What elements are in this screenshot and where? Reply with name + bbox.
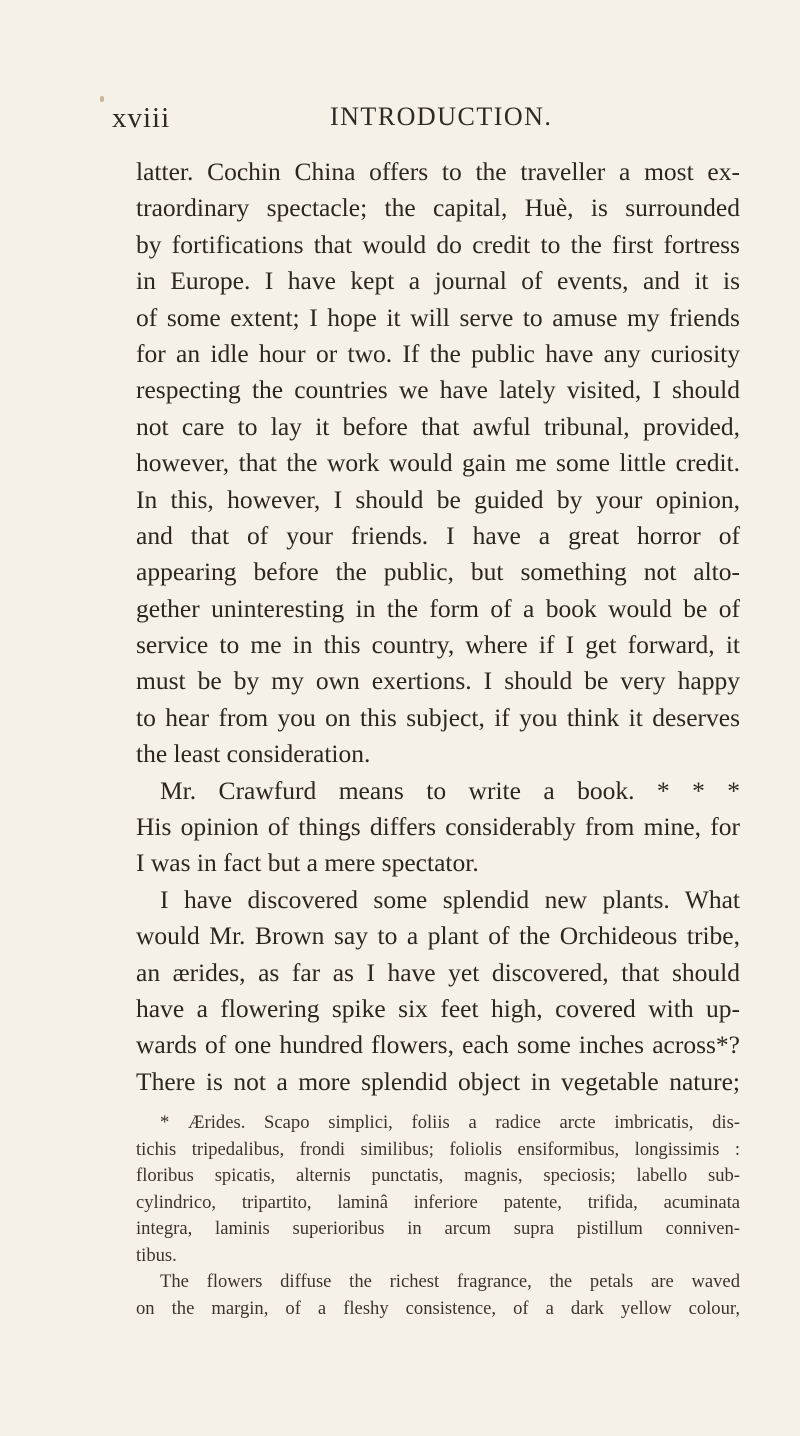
paper-spot: [100, 96, 104, 102]
text-line: must be by my own exertions. I should be very happy: [136, 666, 740, 696]
text-line: the least consideration.: [136, 739, 371, 769]
text-line: In this, however, I should be guided by your opinion,: [136, 484, 740, 514]
text-line: would Mr. Brown say to a plant of the Orchideous tribe,: [136, 921, 740, 951]
footnote-line: on the margin, of a fleshy consistence, of a dark yellow colour,: [136, 1297, 740, 1319]
running-title: INTRODUCTION.: [330, 102, 553, 131]
text-line: His opinion of things differs considerably from mine, for: [136, 812, 740, 842]
text-line: service to me in this country, where if I get forward, it: [136, 630, 740, 660]
text-line: appearing before the public, but something not alto-: [136, 557, 740, 587]
text-line: latter. Cochin China offers to the traveller a most ex-: [136, 157, 740, 186]
text-line: and that of your friends. I have a great horror of: [136, 520, 740, 550]
footnote: [136, 1110, 740, 1322]
text-line: wards of one hundred flowers, each some inches across*?: [136, 1030, 740, 1060]
footnote-line: floribus spicatis, alternis punctatis, magnis, speciosis; labello sub-: [136, 1165, 740, 1186]
page-number: xviii: [112, 102, 171, 134]
text-line: to hear from you on this subject, if you think it deserves: [136, 702, 740, 732]
footnote-line: cylindrico, tripartito, laminâ inferiore patente, trifida, acuminata: [136, 1191, 740, 1213]
text-line: of some extent; I hope it will serve to amuse my friends: [136, 302, 740, 332]
text-line: for an idle hour or two. If the public have any curiosity: [136, 338, 740, 368]
text-line: however, that the work would gain me some little credit.: [136, 448, 740, 478]
text-line: There is not a more splendid object in vegetable nature;: [136, 1066, 740, 1096]
footnote-line: integra, laminis superioribus in arcum supra pistillum conniven-: [136, 1218, 740, 1239]
text-line: have a flowering spike six feet high, covered with up-: [136, 993, 740, 1023]
text-line: an ærides, as far as I have yet discovered, that should: [136, 957, 740, 987]
footnote-line: tibus.: [136, 1244, 177, 1266]
text-line: gether uninteresting in the form of a book would be of: [136, 593, 740, 623]
text-line: in Europe. I have kept a journal of events, and it is: [136, 266, 740, 296]
footnote-line: The flowers diffuse the richest fragrance, the petals are waved: [160, 1271, 740, 1292]
text-line: I have discovered some splendid new plants. What: [160, 884, 740, 914]
text-line: traordinary spectacle; the capital, Huè, is surrounded: [136, 193, 740, 223]
page-header: [112, 102, 752, 142]
text-line: not care to lay it before that awful tribunal, provided,: [136, 411, 740, 441]
footnote-line: * Ærides. Scapo simplici, foliis a radice arcte imbricatis, dis-: [160, 1112, 740, 1133]
text-line: respecting the countries we have lately visited, I should: [136, 375, 740, 405]
footnote-line: tichis tripedalibus, frondi similibus; foliolis ensiformibus, longissimis :: [136, 1138, 740, 1160]
text-line: Mr. Crawfurd means to write a book. * * *: [160, 775, 740, 805]
body-text: [136, 154, 740, 1100]
text-line: by fortifications that would do credit to the first fortress: [136, 229, 740, 259]
text-line: I was in fact but a mere spectator.: [136, 848, 479, 878]
